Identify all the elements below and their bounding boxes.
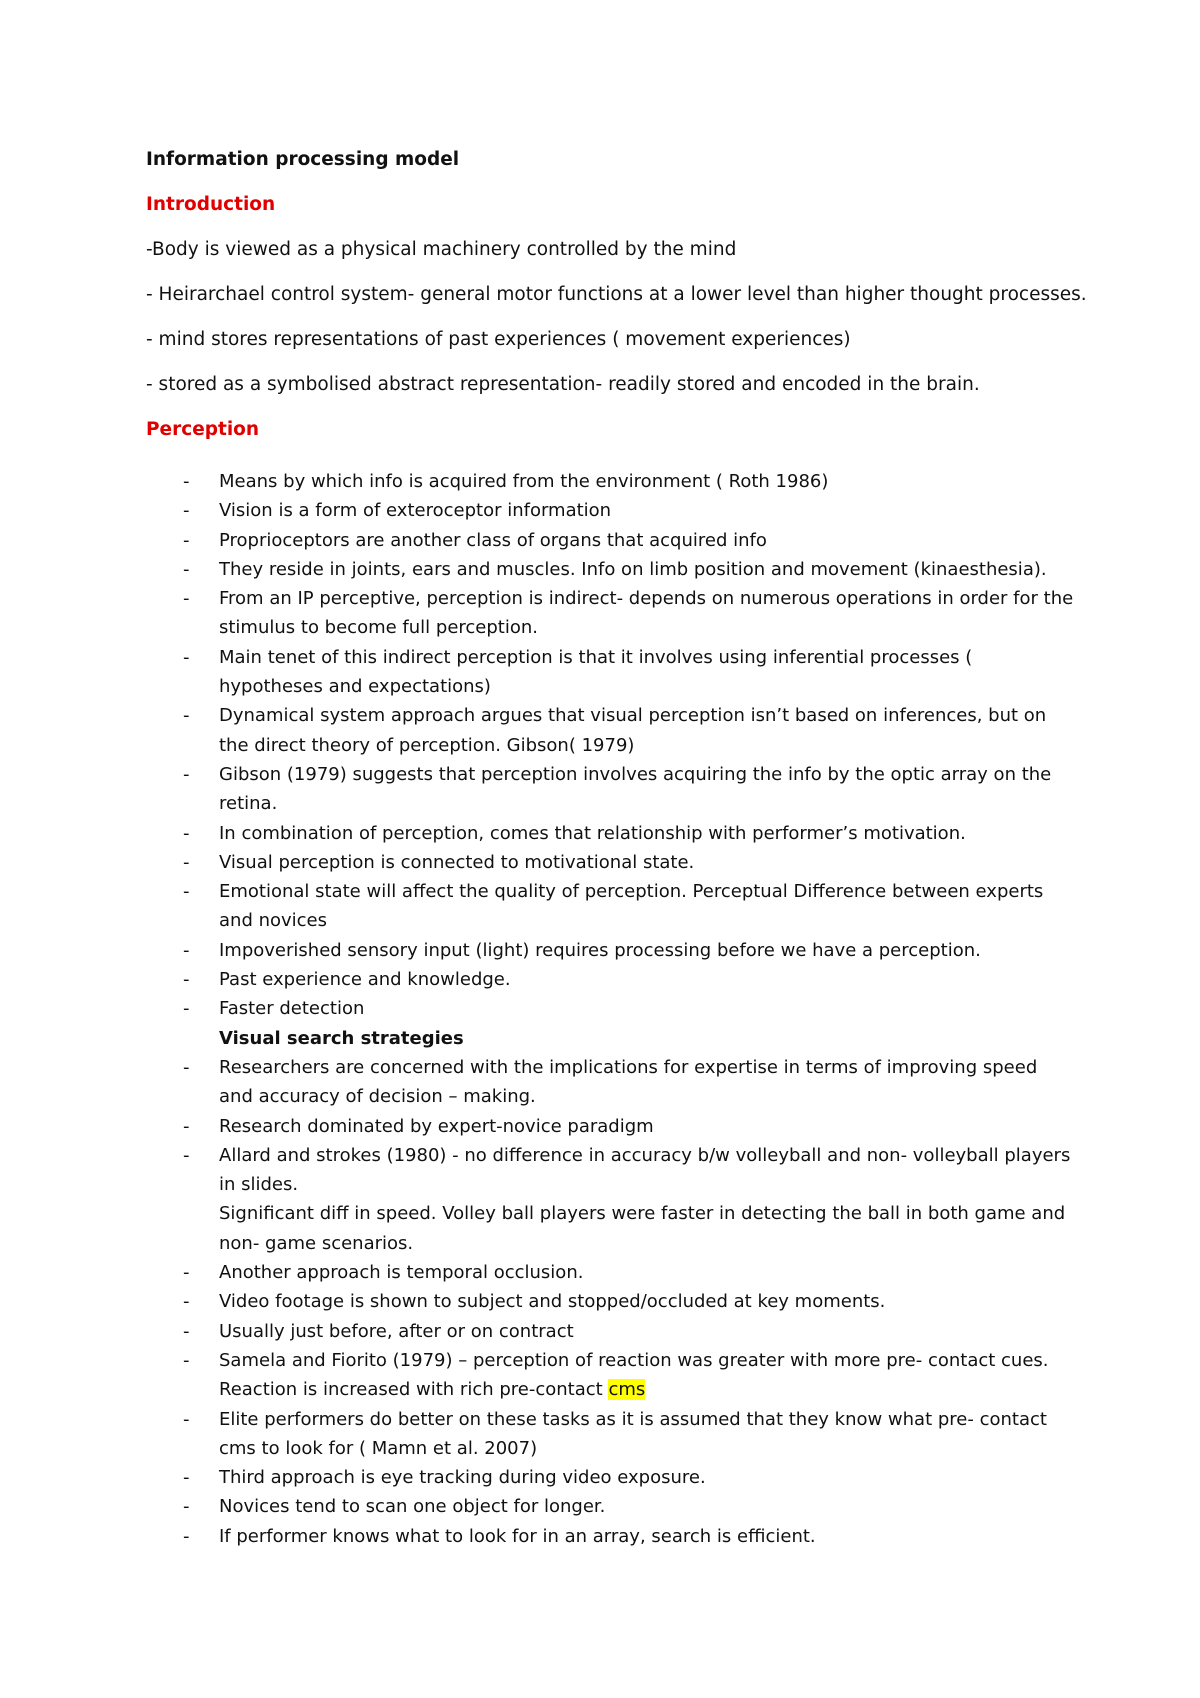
introduction-heading: Introduction [146,194,276,215]
bullet-dash: - [183,1349,190,1371]
bullet-dash: - [183,588,190,610]
list-item [146,526,1076,555]
list-item-continuation: Significant diff in speed. Volley ball players were faster in detecting the ball in both game and non- game scenarios. [219,1203,1066,1254]
continuation-text: Reaction is increased with rich pre-contact [219,1379,609,1401]
list-item [146,1492,1076,1521]
list-item [146,1405,1076,1464]
list-item [146,848,1076,877]
bullet-dash: - [183,500,190,522]
bullet-dash: - [183,1320,190,1342]
bullet-dash: - [183,1144,190,1166]
list-item [146,877,1076,936]
bullet-dash: - [183,1291,190,1313]
bullet-dash: - [183,471,190,492]
bullet-dash: - [183,705,190,727]
bullet-dash: - [183,1525,190,1547]
list-item [146,936,1076,965]
highlighted-text: cms [608,1379,646,1401]
list-item-text: Vision is a form of exteroceptor information [219,500,612,522]
bullet-dash: - [183,646,190,668]
list-item-text: If performer knows what to look for in an array, search is efficient. [219,1525,816,1547]
list-item-text: Novices tend to scan one object for longer. [219,1496,606,1518]
list-item [146,1141,1076,1258]
list-item [146,584,1076,643]
list-item-text: Proprioceptors are another class of organs that acquired info [219,529,767,551]
list-item-text: Third approach is eye tracking during video exposure. [219,1467,706,1489]
list-item-text: Faster detection [219,998,365,1020]
list-item [146,467,1076,496]
list-item [146,701,1076,760]
list-item-text: In combination of perception, comes that relationship with performer’s motivation. [219,822,966,844]
bullet-dash: - [183,529,190,551]
list-item-text: Emotional state will affect the quality of perception. Perceptual Difference between experts and novices [219,881,1044,932]
list-item [146,1258,1076,1287]
list-item-text: They reside in joints, ears and muscles. Info on limb position and movement (kinaesthesia). [219,558,1047,580]
bullet-dash: - [183,851,190,873]
bullet-dash: - [183,939,190,961]
visual-search-subheading: Visual search strategies [219,1027,464,1049]
list-item-text: Video footage is shown to subject and stopped/occluded at key moments. [219,1291,886,1313]
bullet-dash: - [183,763,190,785]
bullet-dash: - [183,881,190,903]
list-item-text: Usually just before, after or on contract [219,1320,574,1342]
list-item-text: Gibson (1979) suggests that perception involves acquiring the info by the optic array on the retina. [219,763,1052,815]
bullet-dash: - [183,1467,190,1489]
bullet-dash: - [183,1056,190,1078]
list-item [146,1463,1076,1492]
perception-heading: Perception [146,419,260,440]
list-item [146,760,1076,819]
list-item-text: Visual perception is connected to motivational state. [219,851,695,873]
list-item-text: Means by which info is acquired from the environment ( Roth 1986) [219,471,829,492]
intro-paragraph-1: -Body is viewed as a physical machinery controlled by the mind [146,239,737,260]
list-item-text: Allard and strokes (1980) - no difference in accuracy b/w volleyball and non- volleyball players in slides. [219,1144,1071,1196]
intro-paragraph-3: - mind stores representations of past experiences ( movement experiences) [146,329,851,350]
list-item [146,1317,1076,1346]
list-item-text: Elite performers do better on these tasks as it is assumed that they know what pre- contact cms to look for ( Mamn et al. 2007) [219,1408,1047,1459]
bullet-dash: - [183,969,190,991]
list-item [146,1346,1076,1405]
list-item [146,819,1076,848]
bullet-dash: - [183,998,190,1020]
list-item [146,1287,1076,1316]
list-item-text: From an IP perceptive, perception is indirect- depends on numerous operations in order for the stimulus to become full perception. [219,588,1074,639]
list-item [146,496,1076,525]
intro-paragraph-4: - stored as a symbolised abstract representation- readily stored and encoded in the brain. [146,374,980,395]
document-title: Information processing model [146,149,460,170]
bullet-dash: - [183,822,190,844]
list-item-text: Another approach is temporal occlusion. [219,1262,584,1284]
list-item-text: Researchers are concerned with the implications for expertise in terms of improving speed and accuracy of decision – making. [219,1056,1038,1108]
perception-bullet-list [146,467,1076,1551]
bullet-dash: - [183,1262,190,1284]
list-item [146,555,1076,584]
list-item-text: Research dominated by expert-novice paradigm [219,1115,654,1137]
list-item [146,1053,1076,1112]
intro-paragraph-2: - Heirarchael control system- general motor functions at a lower level than higher thought processes. [146,284,1087,305]
list-item [146,643,1076,702]
list-item [146,1112,1076,1141]
list-item-text: Past experience and knowledge. [219,969,511,991]
list-item [146,965,1076,994]
list-item [146,994,1076,1053]
list-item-continuation [219,1375,1076,1404]
list-item [146,1522,1076,1551]
bullet-dash: - [183,558,190,580]
bullet-dash: - [183,1408,190,1430]
list-item-text: Impoverished sensory input (light) requires processing before we have a perception. [219,939,981,961]
bullet-dash: - [183,1496,190,1518]
list-item-text: Main tenet of this indirect perception is that it involves using inferential processes ( hypotheses and expectations) [219,646,973,698]
bullet-dash: - [183,1115,190,1137]
list-item-text: Samela and Fiorito (1979) – perception of reaction was greater with more pre- contact cues. [219,1349,1049,1371]
list-item-text: Dynamical system approach argues that visual perception isn’t based on inferences, but on the direct theory of perception. Gibson( 1979) [219,705,1047,756]
